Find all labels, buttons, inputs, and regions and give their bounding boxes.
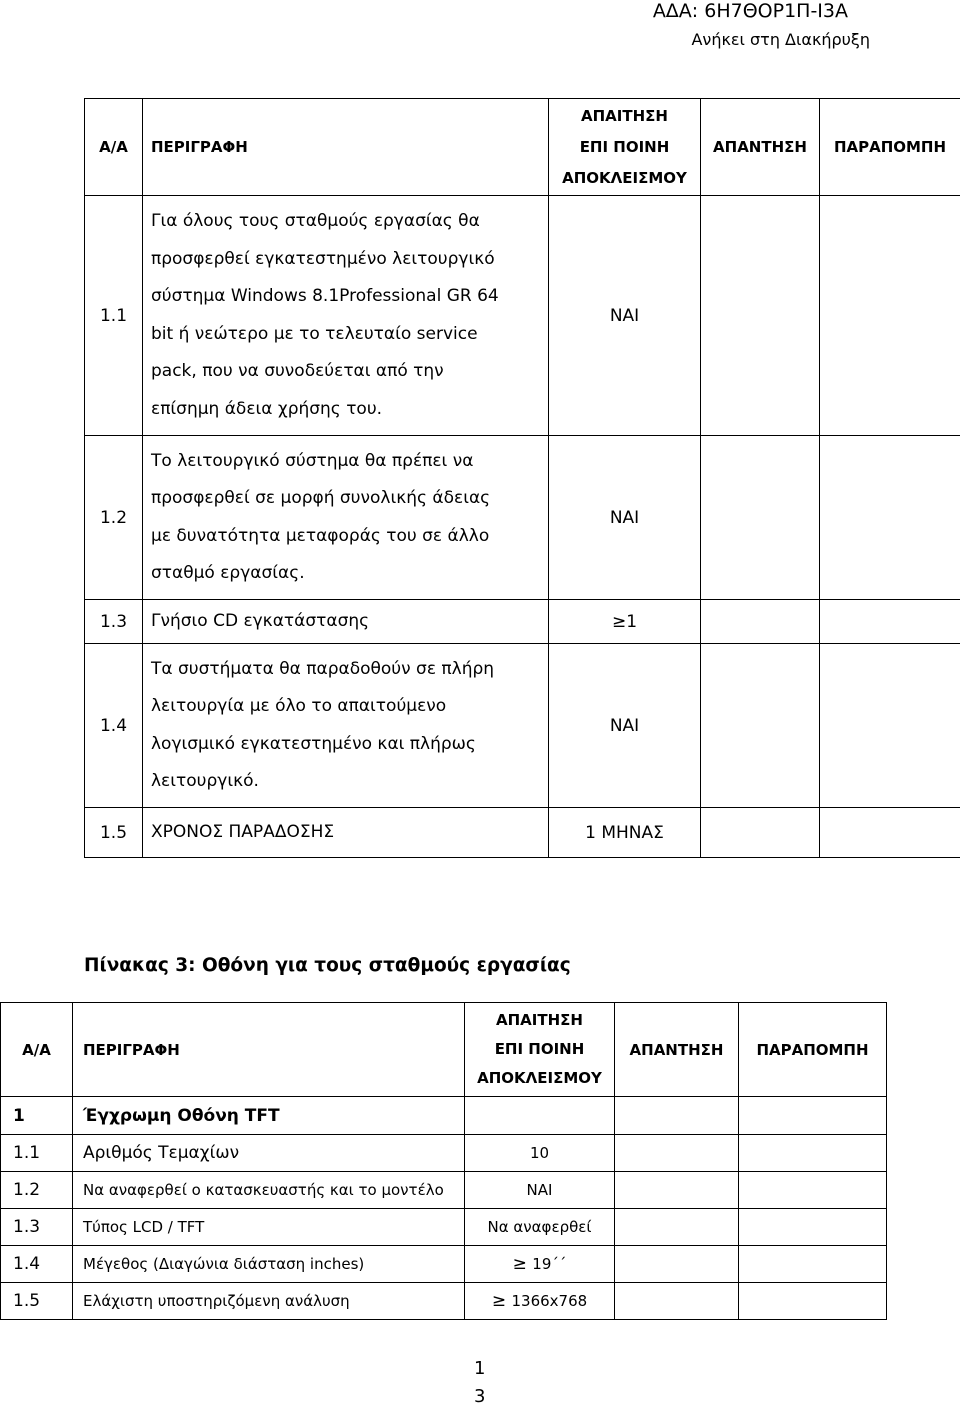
requirement-value: 1366x768 (511, 1292, 588, 1310)
row-answer[interactable] (701, 600, 820, 644)
table-row (1, 1209, 887, 1246)
row-requirement (549, 600, 701, 644)
page-number: 1 (474, 1358, 486, 1379)
req-header-line2: ΕΠΙ ΠΟΙΝΗ (494, 1040, 585, 1058)
desc-line: προσφερθεί σε μορφή συνολικής άδειας (151, 488, 491, 508)
row-number: 1.4 (1, 1246, 73, 1283)
row-requirement: 1 ΜΗΝΑΣ (549, 808, 701, 858)
desc-line: με δυνατότητα μεταφοράς του σε άλλο (151, 525, 490, 546)
desc-line: σταθμό εργασίας. (151, 563, 305, 583)
desc-line: Για όλους τους σταθμούς εργασίας θα (151, 211, 480, 231)
req-header-line1: ΑΠΑΙΤΗΣΗ (581, 106, 668, 125)
desc-line: bit ή νεώτερο με το τελευταίο service (151, 323, 478, 344)
row-number: 1.5 (1, 1283, 73, 1320)
req-header-line3: ΑΠΟΚΛΕΙΣΜΟΥ (477, 1069, 602, 1087)
row-description: ΧΡΟΝΟΣ ΠΑΡΑΔΟΣΗΣ (143, 808, 549, 858)
row-number: 1.3 (85, 600, 143, 644)
table-row (85, 196, 960, 436)
row-answer[interactable] (701, 808, 820, 858)
row-reference[interactable] (820, 436, 960, 600)
row-description: Μέγεθος (Διαγώνια διάσταση inches) (73, 1246, 465, 1283)
col-answer: ΑΠΑΝΤΗΣΗ (615, 1003, 739, 1097)
row-reference[interactable] (739, 1209, 887, 1246)
table-row (1, 1135, 887, 1172)
row-reference[interactable] (739, 1172, 887, 1209)
row-answer[interactable] (615, 1246, 739, 1283)
row-requirement (465, 1283, 615, 1320)
row-requirement: Να αναφερθεί (465, 1209, 615, 1246)
req-header-line1: ΑΠΑΙΤΗΣΗ (496, 1011, 583, 1029)
row-reference[interactable] (739, 1135, 887, 1172)
desc-line: επίσημη άδεια χρήσης του. (151, 398, 383, 419)
row-description (143, 196, 549, 436)
requirement-value: 19΄΄ (532, 1255, 567, 1273)
table-caption: Πίνακας 3: Οθόνη για τους σταθμούς εργασίας (84, 955, 571, 976)
row-number: 1.3 (1, 1209, 73, 1246)
requirement-value: 1 (626, 611, 638, 632)
row-reference[interactable] (820, 644, 960, 808)
col-reference: ΠΑΡΑΠΟΜΠΗ (820, 99, 960, 196)
table-row (1, 1283, 887, 1320)
table-header-row (1, 1003, 887, 1097)
table-row (1, 1172, 887, 1209)
desc-line: σύστημα Windows 8.1Professional GR 64 (151, 286, 499, 306)
attachment-note: Ανήκει στη Διακήρυξη (691, 30, 870, 49)
greater-equal-icon: ≥ (611, 611, 627, 632)
section-title: Έγχρωμη Οθόνη TFT (73, 1097, 465, 1135)
row-answer[interactable] (615, 1097, 739, 1135)
col-requirement (465, 1003, 615, 1097)
row-number: 1.5 (85, 808, 143, 858)
table-header-row (85, 99, 960, 196)
desc-line: προσφερθεί εγκατεστημένο λειτουργικό (151, 248, 495, 269)
table-row (1, 1246, 887, 1283)
row-description: Αριθμός Τεμαχίων (73, 1135, 465, 1172)
col-aa: Α/Α (1, 1003, 73, 1097)
row-reference[interactable] (739, 1283, 887, 1320)
row-requirement (465, 1246, 615, 1283)
requirements-table-monitor (0, 1002, 887, 1320)
requirements-table-os (84, 98, 960, 858)
desc-line: λειτουργία με όλο το απαιτούμενο (151, 696, 447, 716)
greater-equal-icon: ≥ (491, 1291, 512, 1311)
row-requirement: ΝΑΙ (549, 196, 701, 436)
row-requirement: 10 (465, 1135, 615, 1172)
row-reference[interactable] (820, 808, 960, 858)
row-description: Τύπος LCD / TFT (73, 1209, 465, 1246)
row-answer[interactable] (615, 1172, 739, 1209)
page-number-sub: 3 (474, 1386, 486, 1407)
desc-line: pack, που να συνοδεύεται από την (151, 361, 444, 381)
table-row (85, 808, 960, 858)
col-requirement (549, 99, 701, 196)
row-number: 1.1 (85, 196, 143, 436)
col-aa: Α/Α (85, 99, 143, 196)
row-number: 1.2 (1, 1172, 73, 1209)
section-row (1, 1097, 887, 1135)
req-header-line3: ΑΠΟΚΛΕΙΣΜΟΥ (562, 168, 687, 187)
row-answer[interactable] (615, 1209, 739, 1246)
col-description: ΠΕΡΙΓΡΑΦΗ (143, 99, 549, 196)
table-row (85, 600, 960, 644)
row-reference[interactable] (739, 1246, 887, 1283)
row-number: 1.2 (85, 436, 143, 600)
desc-line: Τα συστήματα θα παραδοθούν σε πλήρη (151, 658, 495, 679)
row-description: Ελάχιστη υποστηριζόμενη ανάλυση (73, 1283, 465, 1320)
desc-line: λογισμικό εγκατεστημένο και πλήρως (151, 733, 476, 754)
col-description: ΠΕΡΙΓΡΑΦΗ (73, 1003, 465, 1097)
table-row (85, 436, 960, 600)
row-requirement: ΝΑΙ (549, 436, 701, 600)
row-requirement: ΝΑΙ (465, 1172, 615, 1209)
row-answer[interactable] (701, 644, 820, 808)
col-reference: ΠΑΡΑΠΟΜΠΗ (739, 1003, 887, 1097)
row-requirement (465, 1097, 615, 1135)
row-answer[interactable] (701, 436, 820, 600)
desc-line: λειτουργικό. (151, 771, 259, 791)
row-description (143, 644, 549, 808)
row-description: Γνήσιο CD εγκατάστασης (143, 600, 549, 644)
row-answer[interactable] (701, 196, 820, 436)
row-reference[interactable] (739, 1097, 887, 1135)
greater-equal-icon: ≥ (512, 1254, 533, 1274)
table-row (85, 644, 960, 808)
row-reference[interactable] (820, 196, 960, 436)
row-number: 1.1 (1, 1135, 73, 1172)
section-number: 1 (1, 1097, 73, 1135)
row-reference[interactable] (820, 600, 960, 644)
ada-code: ΑΔΑ: 6Η7ΘΟΡ1Π-Ι3Α (652, 0, 848, 22)
desc-line: Το λειτουργικό σύστημα θα πρέπει να (151, 450, 474, 471)
req-header-line2: ΕΠΙ ΠΟΙΝΗ (579, 137, 670, 156)
row-answer[interactable] (615, 1283, 739, 1320)
col-answer: ΑΠΑΝΤΗΣΗ (701, 99, 820, 196)
row-answer[interactable] (615, 1135, 739, 1172)
row-requirement: ΝΑΙ (549, 644, 701, 808)
row-description (143, 436, 549, 600)
row-number: 1.4 (85, 644, 143, 808)
row-description: Να αναφερθεί ο κατασκευαστής και το μοντέλο (73, 1172, 465, 1209)
